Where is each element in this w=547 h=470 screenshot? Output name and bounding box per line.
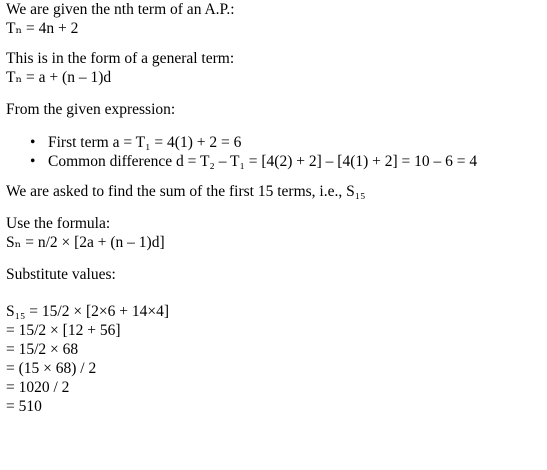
formula-intro: Use the formula: xyxy=(6,215,111,232)
derivation-intro: From the given expression: xyxy=(6,101,176,118)
substitute-intro: Substitute values: xyxy=(6,266,116,283)
derivation-list xyxy=(6,133,544,171)
calculation-step: = 1020 / 2 xyxy=(6,379,70,396)
common-difference-text: Common difference d = T₂ – T₁ = [4(2) + 2] – [4(1) + 2] = 10 – 6 = 4 xyxy=(48,153,478,170)
calculation-step: S₁₅ = 15/2 × [2×6 + 14×4] xyxy=(6,303,170,320)
given-formula: Tₙ = 4n + 2 xyxy=(6,20,79,37)
calculation-step: = (15 × 68) / 2 xyxy=(6,360,97,377)
final-answer: = 510 xyxy=(6,398,42,415)
general-term-statement: This is in the form of a general term: xyxy=(6,50,235,67)
general-term-formula: Tₙ = a + (n – 1)d xyxy=(6,69,112,86)
question-statement: We are asked to find the sum of the first 15 terms, i.e., S₁₅ xyxy=(6,183,366,200)
list-item-common-difference xyxy=(6,152,544,171)
bullet-icon: • xyxy=(30,134,36,151)
solution-document xyxy=(6,0,544,416)
calculation-step: = 15/2 × [12 + 56] xyxy=(6,322,121,339)
list-item-first-term xyxy=(6,133,544,152)
calculation-step: = 15/2 × 68 xyxy=(6,341,79,358)
sum-formula: Sₙ = n/2 × [2a + (n – 1)d] xyxy=(6,234,165,251)
bullet-icon: • xyxy=(30,153,36,170)
given-statement: We are given the nth term of an A.P.: xyxy=(6,1,235,18)
first-term-text: First term a = T₁ = 4(1) + 2 = 6 xyxy=(48,134,242,151)
